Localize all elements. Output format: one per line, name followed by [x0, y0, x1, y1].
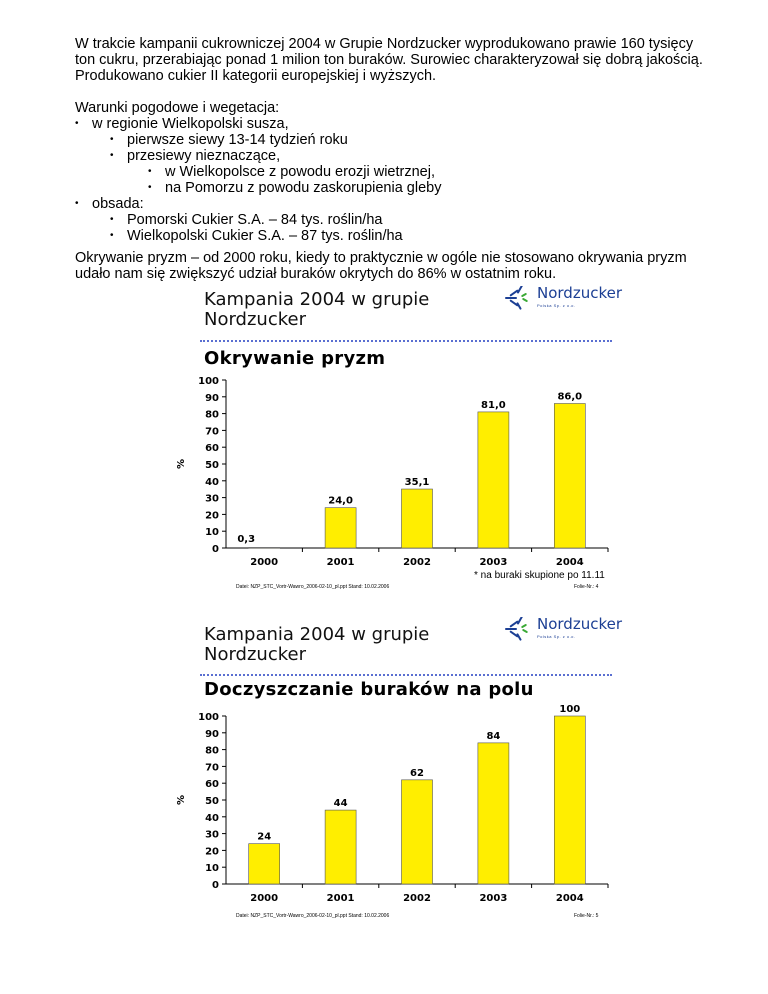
bar-value-label: 0,3	[237, 534, 256, 545]
y-tick-label: 0	[212, 880, 219, 891]
x-tick-label: 2001	[326, 893, 355, 904]
bar-value-label: 86,0	[557, 391, 583, 403]
chart-title: Okrywanie pryzm	[204, 348, 386, 369]
y-tick-label: 50	[205, 796, 219, 807]
list-item: • Pomorski Cukier S.A. – 84 tys. roślin/ha	[110, 212, 383, 228]
y-tick-label: 100	[198, 712, 219, 723]
x-tick-label: 2000	[250, 557, 279, 568]
y-tick-label: 10	[205, 863, 219, 875]
y-tick-label: 90	[205, 728, 219, 740]
dotted-divider	[200, 340, 612, 342]
list-item: • pierwsze siewy 13-14 tydzień roku	[110, 132, 348, 148]
bar-value-label: 62	[410, 767, 424, 779]
y-tick-label: 30	[205, 829, 219, 841]
bar-value-label: 44	[333, 798, 348, 810]
dotted-divider	[200, 674, 612, 676]
bar-2000	[249, 547, 280, 548]
chart-footnote: * na buraki skupione po 11.11	[474, 570, 605, 581]
y-tick-label: 40	[205, 812, 219, 824]
x-tick-label: 2003	[479, 893, 508, 904]
y-tick-label: 20	[205, 510, 219, 522]
x-tick-label: 2001	[326, 557, 355, 568]
y-tick-label: 80	[205, 409, 219, 421]
x-tick-label: 2002	[403, 893, 431, 904]
bar-value-label: 84	[486, 730, 501, 742]
slide-footer-file: Datei: NZP_STC_Vortr-Wawro_2006-02-10_pl.ppt Stand: 10.02.2006	[236, 913, 390, 919]
x-tick-label: 2002	[403, 557, 431, 568]
nordzucker-logo	[501, 615, 622, 646]
list-item: • Wielkopolski Cukier S.A. – 87 tys. roślin/ha	[110, 228, 403, 244]
y-tick-label: 40	[205, 476, 219, 488]
list-item: • w Wielkopolsce z powodu erozji wietrznej,	[148, 164, 435, 180]
bar-value-label: 81,0	[481, 399, 506, 411]
slide-footer-number: Folie-Nr.: 5	[574, 913, 599, 919]
covering-paragraph: Okrywanie pryzm – od 2000 roku, kiedy to praktycznie w ogóle nie stosowano okrywania pryzm udało nam się zwiększyć udział buraków okrytych do 86% w ostatnim roku.	[75, 250, 687, 282]
bar-value-label: 24,0	[328, 495, 353, 507]
nordzucker-logo-icon	[501, 617, 535, 641]
bar-2002	[402, 489, 433, 548]
y-tick-label: 90	[205, 392, 219, 404]
y-tick-label: 30	[205, 493, 219, 505]
y-tick-label: 70	[205, 762, 219, 774]
y-tick-label: 80	[205, 745, 219, 757]
bar-2001	[325, 508, 356, 548]
list-item: • w regionie Wielkopolski susza,	[75, 116, 289, 132]
x-tick-label: 2004	[555, 893, 584, 904]
list-item: • na Pomorzu z powodu zaskorupienia gleby	[148, 180, 442, 196]
slide-title: Kampania 2004 w grupie Nordzucker	[204, 624, 430, 665]
y-tick-label: 0	[212, 544, 219, 555]
nordzucker-logo	[501, 284, 622, 315]
bar-chart-okrywanie	[176, 374, 618, 574]
weather-heading: Warunki pogodowe i wegetacja:	[75, 100, 280, 116]
list-item: • obsada:	[75, 196, 144, 212]
bar-value-label: 100	[559, 704, 581, 715]
logo-wordmark: Nordzucker	[537, 615, 622, 633]
bar-2004	[554, 716, 585, 884]
logo-subtitle: Polska Sp. z o.o.	[537, 303, 576, 308]
bar-2003	[478, 743, 509, 884]
bar-2004	[554, 404, 585, 548]
y-tick-label: 60	[205, 779, 219, 791]
bar-chart-doczyszczanie	[176, 704, 618, 910]
bar-2002	[402, 780, 433, 884]
y-tick-label: 70	[205, 426, 219, 438]
chart-title: Doczyszczanie buraków na polu	[204, 679, 534, 700]
slide-footer-number: Folie-Nr.: 4	[574, 584, 599, 590]
bar-value-label: 35,1	[404, 477, 430, 489]
y-tick-label: 100	[198, 376, 219, 387]
intro-paragraph: W trakcie kampanii cukrowniczej 2004 w Grupie Nordzucker wyprodukowano prawie 160 tysięcy ton cukru, przerabiając ponad 1 milion ton buraków. Surowiec charakteryzował się dobrą jakością. Produkowano cukier II kategorii europejskiej i wyższych.	[75, 36, 703, 84]
y-tick-label: 10	[205, 527, 219, 539]
bar-value-label: 24	[257, 831, 272, 843]
bar-2001	[325, 810, 356, 884]
slide-footer-file: Datei: NZP_STC_Vortr-Wawro_2006-02-10_pl.ppt Stand: 10.02.2006	[236, 584, 390, 590]
y-axis-label: %	[176, 458, 187, 470]
nordzucker-logo-icon	[501, 286, 535, 310]
slide-title: Kampania 2004 w grupie Nordzucker	[204, 289, 430, 330]
bar-2000	[249, 844, 280, 884]
list-item: • przesiewy nieznaczące,	[110, 148, 281, 164]
y-tick-label: 50	[205, 460, 219, 471]
slide-1	[176, 282, 622, 602]
slide-2	[176, 615, 622, 945]
x-tick-label: 2000	[250, 893, 279, 904]
logo-subtitle: Polska Sp. z o.o.	[537, 634, 576, 639]
y-axis-label: %	[176, 794, 187, 806]
y-tick-label: 20	[205, 846, 219, 858]
logo-wordmark: Nordzucker	[537, 284, 622, 302]
x-tick-label: 2004	[555, 557, 584, 568]
bar-2003	[478, 412, 509, 548]
x-tick-label: 2003	[479, 557, 508, 568]
y-tick-label: 60	[205, 443, 219, 455]
